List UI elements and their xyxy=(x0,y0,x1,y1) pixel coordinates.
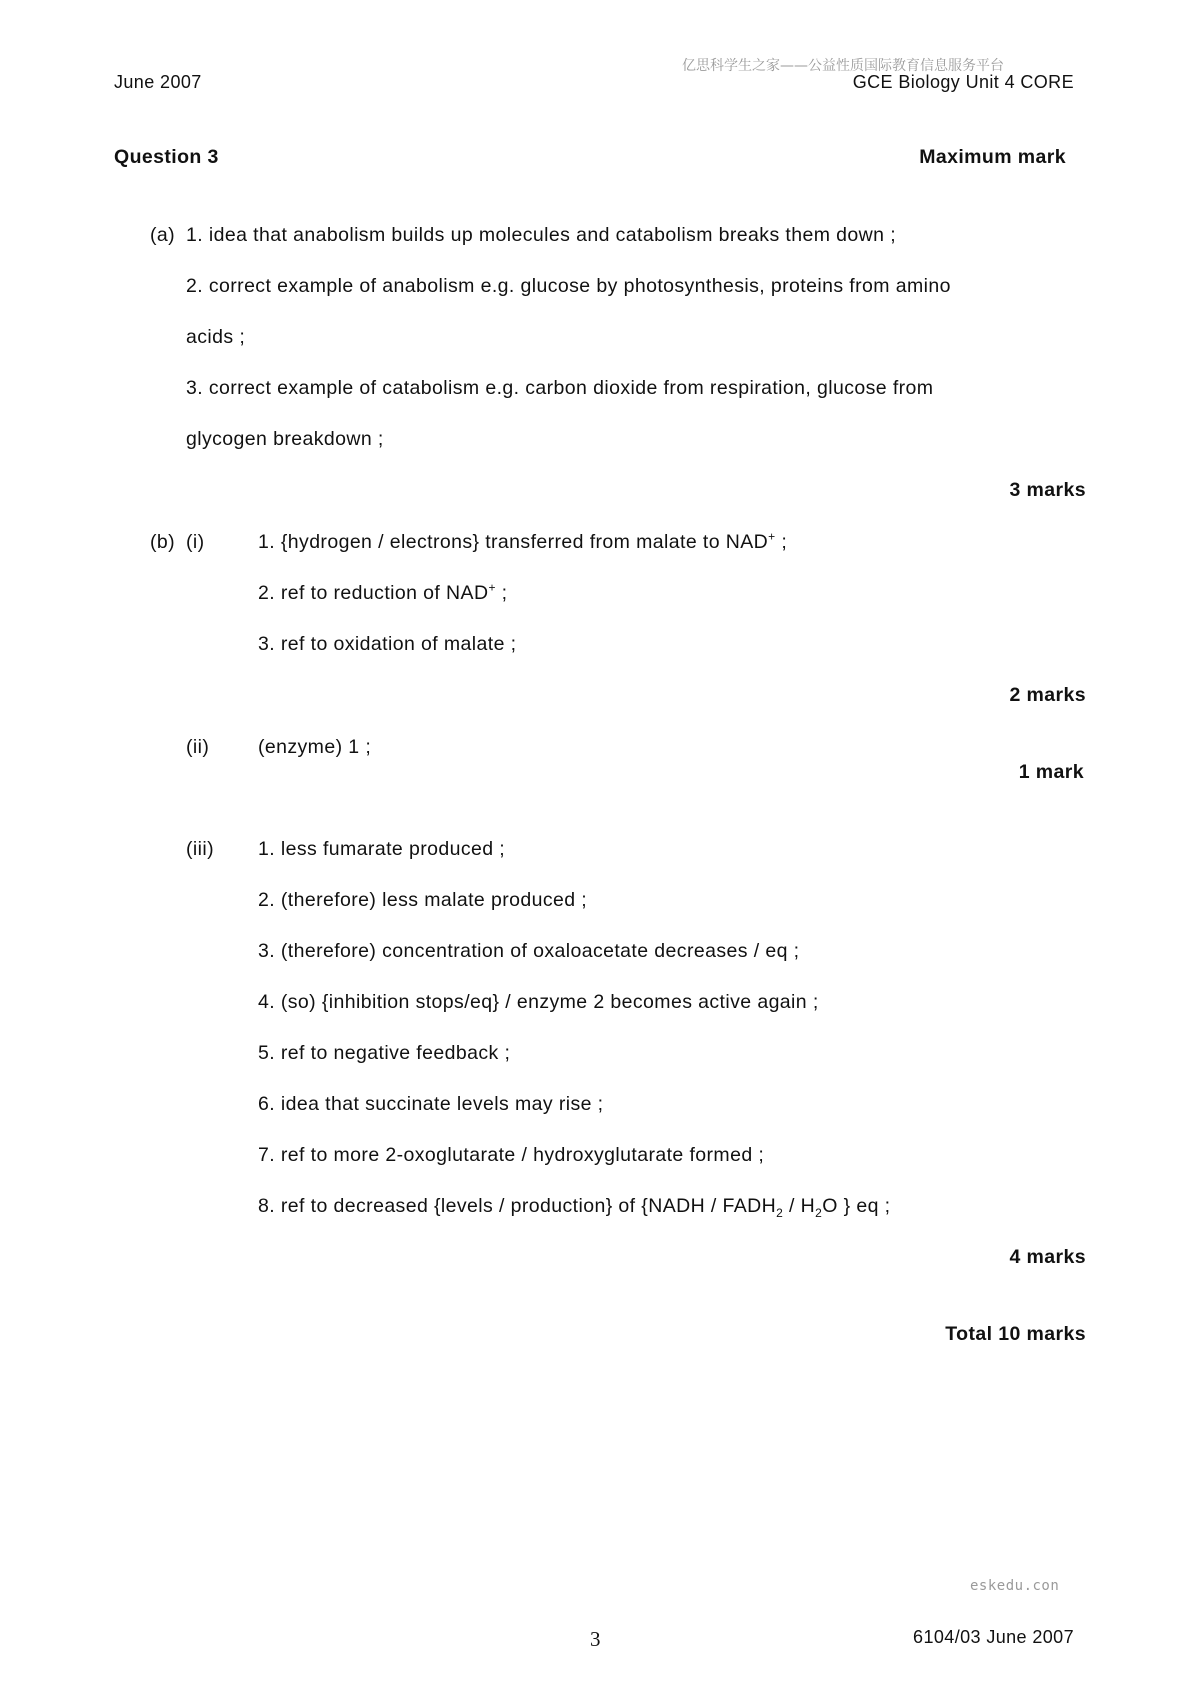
part-b-iii-point-8 xyxy=(258,1195,890,1218)
part-a-point-2: 2. correct example of anabolism e.g. glucose by photosynthesis, proteins from amino xyxy=(186,275,951,297)
nad-plus-superscript: + xyxy=(488,580,496,595)
part-b-iii-point-5: 5. ref to negative feedback ; xyxy=(258,1042,511,1064)
total-marks: Total 10 marks xyxy=(945,1323,1086,1345)
header-subject: GCE Biology Unit 4 CORE xyxy=(852,72,1074,92)
fadh2-subscript: 2 xyxy=(776,1205,784,1220)
part-b-iii-point-8-text: 8. ref to decreased {levels / production} of {NADH / FADH xyxy=(258,1195,777,1217)
h2o-subscript: 2 xyxy=(815,1205,823,1220)
part-b-iii-point-8-end: O } eq ; xyxy=(822,1195,891,1217)
part-b-iii-point-3: 3. (therefore) concentration of oxaloacetate decreases / eq ; xyxy=(258,940,800,962)
part-b-i-point-1 xyxy=(258,531,787,554)
page-number: 3 xyxy=(590,1627,601,1651)
header-date: June 2007 xyxy=(114,72,202,92)
part-b-i-point-2-end: ; xyxy=(495,582,508,604)
part-a-point-3: 3. correct example of catabolism e.g. carbon dioxide from respiration, glucose from xyxy=(186,377,934,399)
part-a-point-2-cont: acids ; xyxy=(186,326,246,348)
part-b-iii-point-1: 1. less fumarate produced ; xyxy=(258,838,506,860)
part-b-ii-label: (ii) xyxy=(186,736,210,758)
footer-url: eskedu.con xyxy=(970,1578,1060,1594)
part-b-iii-point-8-water: / H xyxy=(783,1195,816,1217)
part-b-i-point-3: 3. ref to oxidation of malate ; xyxy=(258,633,517,655)
part-a-label: (a) xyxy=(150,224,176,246)
part-b-i-point-1-end: ; xyxy=(775,531,788,553)
question-title: Question 3 xyxy=(114,146,219,168)
part-b-iii-point-2: 2. (therefore) less malate produced ; xyxy=(258,889,588,911)
part-b-iii-marks: 4 marks xyxy=(1009,1246,1086,1268)
part-b-label: (b) xyxy=(150,531,176,553)
part-b-i-point-2 xyxy=(258,582,508,605)
part-a-marks: 3 marks xyxy=(1009,479,1086,501)
part-a-point-3-cont: glycogen breakdown ; xyxy=(186,428,384,450)
part-b-i-marks: 2 marks xyxy=(1009,684,1086,706)
footer-code: 6104/03 June 2007 xyxy=(913,1627,1074,1647)
header-watermark: 亿思科学生之家——公益性质国际教育信息服务平台 xyxy=(682,58,1004,74)
nad-plus-superscript: + xyxy=(768,529,776,544)
part-b-iii-point-6: 6. idea that succinate levels may rise ; xyxy=(258,1093,604,1115)
part-b-ii-point-1: (enzyme) 1 ; xyxy=(258,736,372,758)
part-b-iii-point-7: 7. ref to more 2-oxoglutarate / hydroxyglutarate formed ; xyxy=(258,1144,765,1166)
part-b-i-label: (i) xyxy=(186,531,205,553)
max-mark-heading: Maximum mark xyxy=(919,146,1066,168)
part-b-i-point-1-text: 1. {hydrogen / electrons} transferred from malate to NAD xyxy=(258,531,769,553)
part-a-point-1: 1. idea that anabolism builds up molecules and catabolism breaks them down ; xyxy=(186,224,897,246)
part-b-iii-point-4: 4. (so) {inhibition stops/eq} / enzyme 2 becomes active again ; xyxy=(258,991,819,1013)
part-b-ii-marks: 1 mark xyxy=(1018,761,1084,783)
part-b-iii-label: (iii) xyxy=(186,838,214,860)
part-b-i-point-2-text: 2. ref to reduction of NAD xyxy=(258,582,489,604)
